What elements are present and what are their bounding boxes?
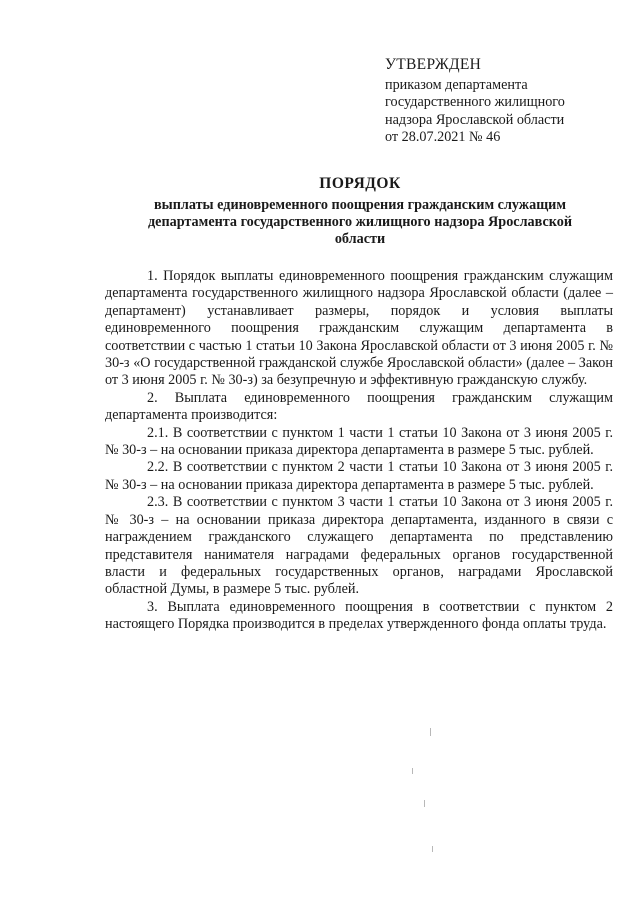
document-subtitle-line: департамента государственного жилищного надзора Ярославской xyxy=(147,214,573,230)
scan-mark xyxy=(412,768,413,774)
scan-mark xyxy=(432,846,433,852)
paragraph-2-3: 2.3. В соответствии с пунктом 3 части 1 статьи 10 Закона от 3 июня 2005 г. № 30-з – на основании приказа директора департамента, изданного в связи с награждением гражданского служащего департамента по представлению представителя нанимателя наградами федеральных органов государственной власти и федеральных государственных органов, наградами Ярославской областной Думы, в размере 5 тыс. рублей. xyxy=(105,494,613,598)
paragraph-1: 1. Порядок выплаты единовременного поощрения гражданским служащим департамента государственного жилищного надзора Ярославской области (далее – департамент) устанавливает размеры, порядок и условия выплаты единовременного поощрения гражданским служащим департамента в соответствии с частью 1 статьи 10 Закона Ярославской области от 3 июня 2005 г. № 30-з «О государственной гражданской службе Ярославской области» (далее – Закон от 3 июня 2005 г. № 30-з) за безупречную и эффективную гражданскую службу. xyxy=(105,268,613,389)
paragraph-2-1: 2.1. В соответствии с пунктом 1 части 1 статьи 10 Закона от 3 июня 2005 г. № 30-з – на основании приказа директора департамента в размере 5 тыс. рублей. xyxy=(105,424,613,459)
approval-heading: УТВЕРЖДЕН xyxy=(385,56,482,73)
document-title: ПОРЯДОК xyxy=(319,175,401,192)
document-subtitle-line: выплаты единовременного поощрения гражданским служащим xyxy=(153,197,567,213)
document-subtitle-line: области xyxy=(334,231,386,247)
approval-line: приказом департамента xyxy=(385,76,528,93)
paragraph-3: 3. Выплата единовременного поощрения в соответствии с пунктом 2 настоящего Порядка производится в пределах утвержденного фонда оплаты труда. xyxy=(105,598,613,633)
scan-mark xyxy=(424,800,425,807)
paragraph-2: 2. Выплата единовременного поощрения гражданским служащим департамента производится: xyxy=(105,389,613,424)
approval-line: государственного жилищного xyxy=(385,94,565,110)
document-title-block xyxy=(105,175,615,248)
approval-line: надзора Ярославской области xyxy=(385,111,565,128)
scan-mark xyxy=(430,728,431,736)
document-body xyxy=(105,268,613,634)
approval-stamp-block xyxy=(385,56,625,147)
approval-date-number: от 28.07.2021 № 46 xyxy=(385,129,501,145)
paragraph-2-2: 2.2. В соответствии с пунктом 2 части 1 статьи 10 Закона от 3 июня 2005 г. № 30-з – на основании приказа директора департамента в размере 5 тыс. рублей. xyxy=(105,459,613,493)
